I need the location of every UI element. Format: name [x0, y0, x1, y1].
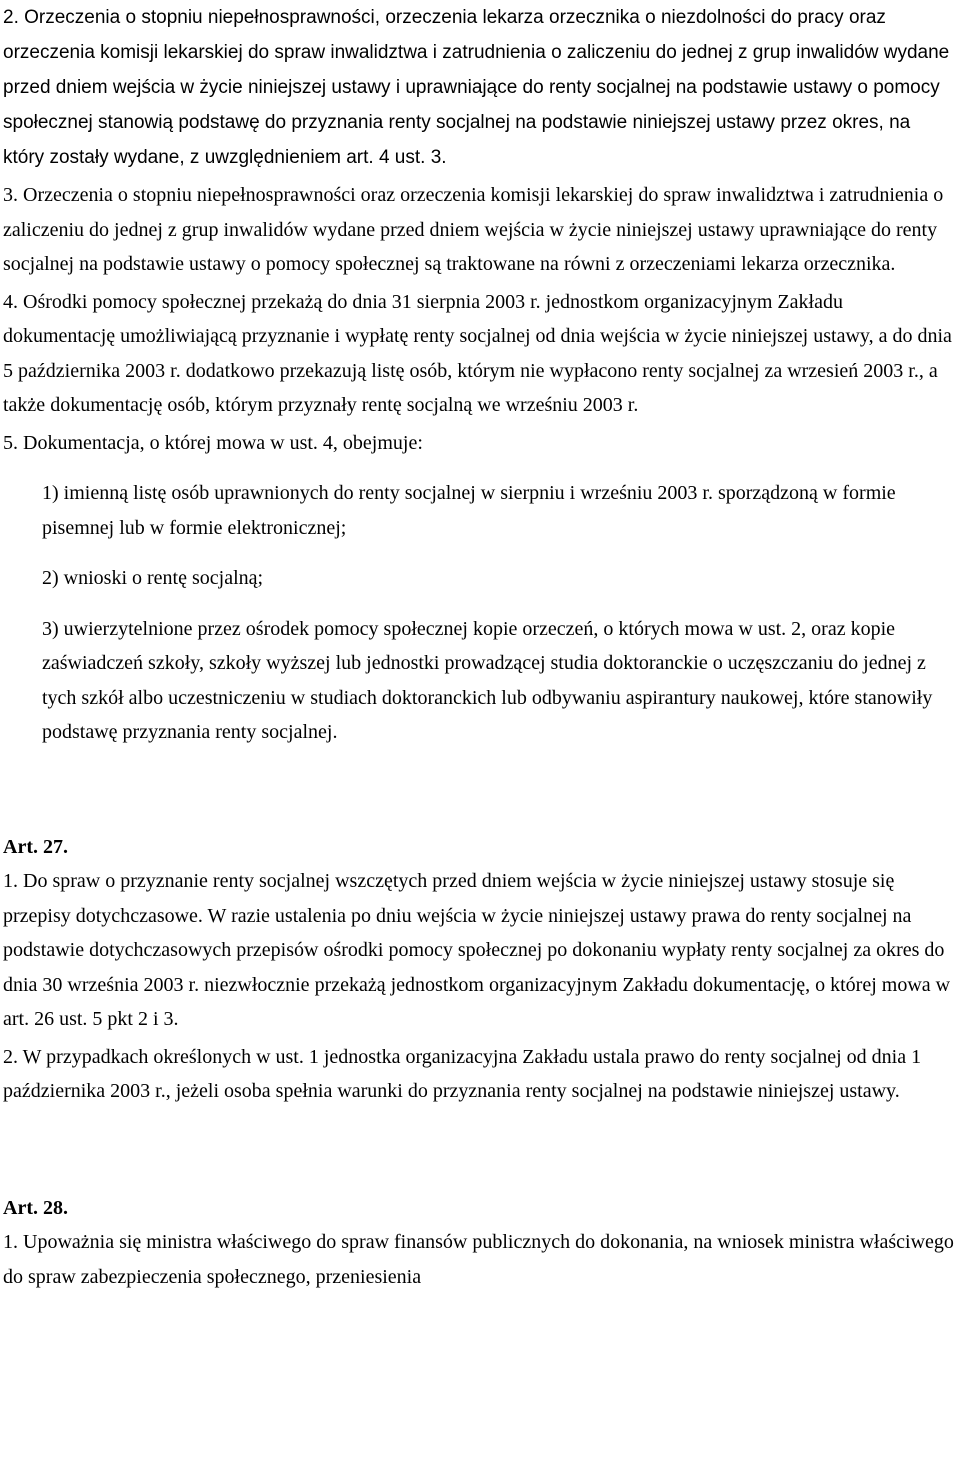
article-27-paragraph-2: 2. W przypadkach określonych w ust. 1 jednostka organizacyjna Zakładu ustala prawo do renty socjalnej od dnia 1 października 2003 r., jeżeli osoba spełnia warunki do przyznania renty socjalnej na podstawie niniejszej ustawy. — [3, 1045, 922, 1102]
article-28-paragraph-1: 1. Upoważnia się ministra właściwego do spraw finansów publicznych do dokonania, na wniosek ministra właściwego do spraw zabezpieczenia społecznego, przeniesienia — [3, 1231, 954, 1288]
documentation-list — [3, 476, 955, 750]
article-27-heading: Art. 27. — [3, 835, 68, 858]
article-27-paragraph-1: 1. Do spraw o przyznanie renty socjalnej wszczętych przed dniem wejścia w życie niniejszej ustawy stosuje się przepisy dotychczasowe. W razie ustalenia po dniu wejścia w życie niniejszej ustawy prawa do renty socjalnej na podstawie dotychczasowych przepisów ośrodki pomocy społecznej po dokonaniu wypłaty renty socjalnej za okres do dnia 30 września 2003 r. niezwłocznie przekażą jednostkom organizacyjnym Zakładu dokumentację, o której mowa w art. 26 ust. 5 pkt 2 i 3. — [3, 870, 951, 1030]
document-page — [3, 0, 955, 1294]
list-item-3: 3) uwierzytelnione przez ośrodek pomocy społecznej kopie orzeczeń, o których mowa w ust. 2, oraz kopie zaświadczeń szkoły, szkoły wyższej lub jednostki prowadzącej studia doktoranckie o uczęszczaniu do jednej z tych szkół albo uczestniczeniu w studiach doktoranckich lub odbywaniu aspirantury naukowej, które stanowiły podstawę przyznania renty socjalnej. — [42, 617, 933, 743]
paragraph-2: 2. Orzeczenia o stopniu niepełnosprawności, orzeczenia lekarza orzecznika o niezdolności do pracy oraz orzeczenia komisji lekarskiej do spraw inwalidztwa i zatrudnienia o zaliczeniu do jednej z grup inwalidów wydane przed dniem wejścia w życie niniejszej ustawy i uprawniające do renty socjalnej na podstawie ustawy o pomocy społecznej stanowią podstawę do przyznania renty socjalnej na podstawie niniejszej ustawy przez okres, na który zostały wydane, z uwzględnieniem art. 4 ust. 3. — [3, 7, 950, 168]
article-28-heading: Art. 28. — [3, 1196, 68, 1219]
paragraph-5: 5. Dokumentacja, o której mowa w ust. 4, obejmuje: — [3, 431, 423, 454]
list-item-2: 2) wnioski o rentę socjalną; — [42, 567, 264, 589]
paragraph-4: 4. Ośrodki pomocy społecznej przekażą do dnia 31 sierpnia 2003 r. jednostkom organizacyjnym Zakładu dokumentację umożliwiającą przyznanie i wypłatę renty socjalnej od dnia wejścia w życie niniejszej ustawy, a do dnia 5 października 2003 r. dodatkowo przekazują listę osób, którym nie wypłacono renty socjalnej za wrzesień 2003 r., a także dokumentację osób, którym przyznały rentę socjalną we wrześniu 2003 r. — [3, 290, 952, 416]
paragraph-3: 3. Orzeczenia o stopniu niepełnosprawności oraz orzeczenia komisji lekarskiej do spraw inwalidztwa i zatrudnienia o zaliczeniu do jednej z grup inwalidów wydane przed dniem wejścia w życie niniejszej ustawy uprawniające do renty socjalnej na podstawie ustawy o pomocy społecznej są traktowane na równi z orzeczeniami lekarza orzecznika. — [3, 184, 944, 275]
list-item-1: 1) imienną listę osób uprawnionych do renty socjalnej w sierpniu i wrześniu 2003 r. sporządzoną w formie pisemnej lub w formie elektronicznej; — [42, 482, 896, 539]
